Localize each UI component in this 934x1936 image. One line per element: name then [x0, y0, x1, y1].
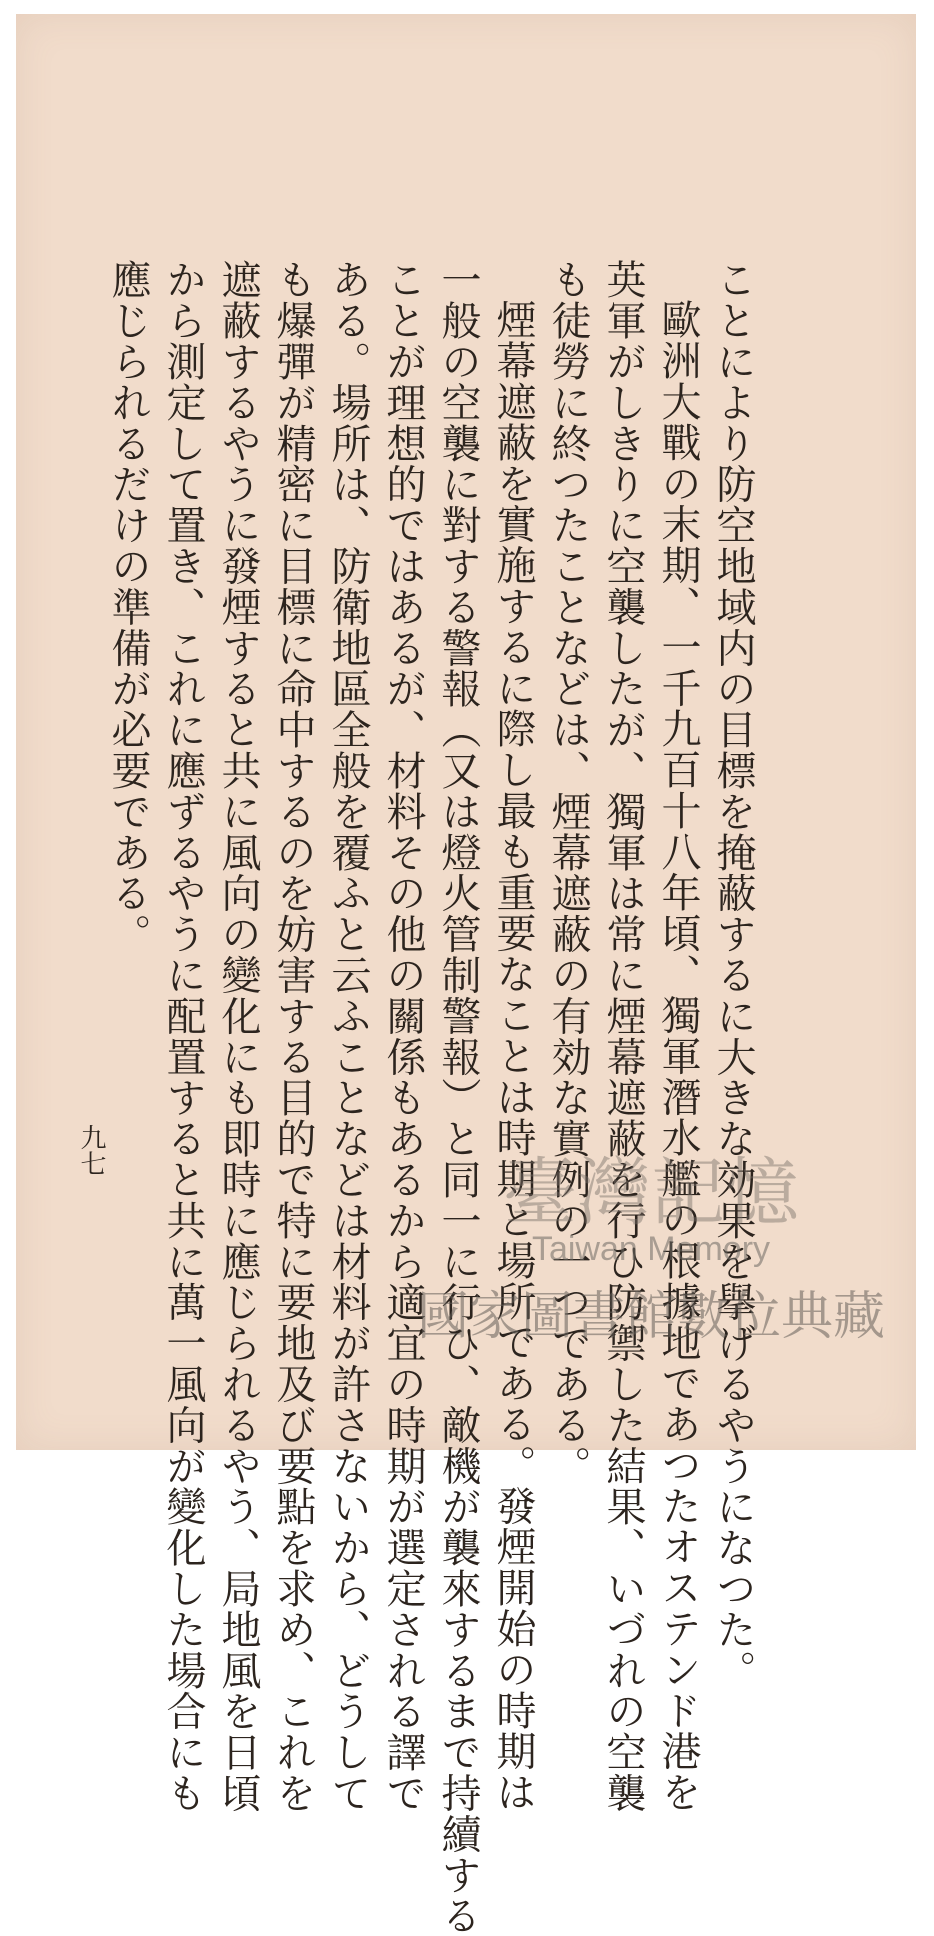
watermark-library-name: 國家圖書館數位典藏 — [416, 1287, 885, 1347]
text-column: も爆彈が精密に目標に命中するのを妨害する目的で特に要地及び要點を求め、これを — [270, 259, 316, 1814]
watermark-cjk-title: 臺灣記憶 — [503, 1150, 799, 1236]
text-column: 應じられるだけの準備が必要である。 — [105, 259, 151, 955]
text-column: 遮蔽するやうに發煙すると共に風向の變化にも即時に應じられるやう、局地風を日頃 — [215, 259, 261, 1814]
text-column: 英軍がしきりに空襲したが、獨軍は常に煙幕遮蔽を行ひ防禦した結果、いづれの空襲 — [600, 259, 646, 1814]
watermark-latin-title: Taiwan Memory — [531, 1230, 771, 1268]
page-number: 九七 — [76, 1124, 106, 1176]
text-column: ことが理想的ではあるが、材料その他の關係もあるから適宜の時期が選定される譯で — [380, 259, 426, 1814]
text-column: も徒勞に終つたことなどは、煙幕遮蔽の有効な實例の一つである。 — [545, 259, 591, 1486]
text-column: 煙幕遮蔽を實施するに際し最も重要なことは時期と場所である。發煙開始の時期は — [490, 299, 536, 1813]
document-page — [16, 14, 916, 1936]
text-column: から測定して置き、これに應ずるやうに配置すると共に萬一風向が變化した場合にも — [160, 259, 206, 1814]
body-text — [100, 259, 760, 1936]
text-column: 一般の空襲に對する警報（又は燈火管制警報）と同一に行ひ、敵機が襲來するまで持續する — [435, 259, 481, 1936]
text-column: ことにより防空地域内の目標を掩蔽するに大きな効果を擧げるやうになつた。 — [710, 259, 756, 1691]
text-column: ある。場所は、防衛地區全般を覆ふと云ふことなどは材料が許さないから、どうして — [325, 259, 371, 1814]
text-column: 歐洲大戰の末期、一千九百十八年頃、獨軍潛水艦の根據地であつたオステンド港を — [655, 299, 701, 1813]
